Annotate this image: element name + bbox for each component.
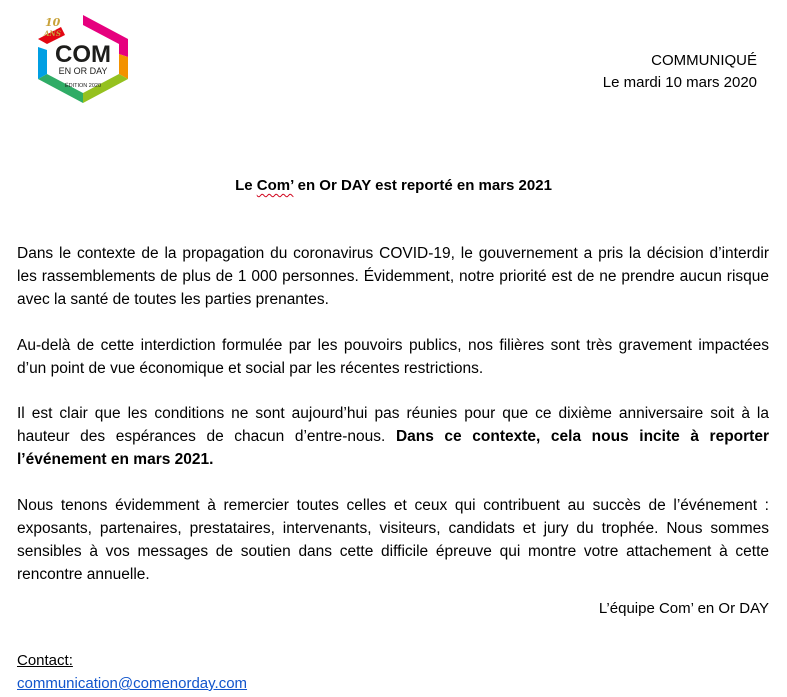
document-body xyxy=(17,242,769,608)
logo-main-text: COM xyxy=(55,41,111,68)
logo-sub-text: EN OR DAY xyxy=(58,66,108,76)
logo-anniversary-word: ANS xyxy=(44,29,61,38)
signature: L’équipe Com’ en Or DAY xyxy=(598,600,769,617)
paragraph-3-text: Il est clair que les conditions ne sont aujourd’hui pas réunies pour que ce dixième anniversaire soit à la hauteur des espérances de chacun d’entre-nous. xyxy=(17,405,769,446)
communique-date: Le mardi 10 mars 2020 xyxy=(602,74,757,91)
contact-label: Contact: xyxy=(17,652,73,669)
communique-label: COMMUNIQUÉ xyxy=(651,52,757,69)
paragraph-3-bold-text: Dans ce contexte, cela nous incite à reporter l’événement en mars 2021. xyxy=(17,428,769,469)
document-title xyxy=(0,177,787,194)
title-part-after: en Or DAY est reporté en mars 2021 xyxy=(293,177,552,194)
communique-header xyxy=(603,50,757,94)
logo-edition-text: ÉDITION 2020 xyxy=(64,83,102,89)
logo-ring-left xyxy=(38,47,47,79)
contact-block xyxy=(17,649,247,695)
title-part-before: Le xyxy=(235,177,257,194)
paragraph-1: Dans le contexte de la propagation du coronavirus COVID-19, le gouvernement a pris la décision d’interdir les rassemblements de plus de 1 000 personnes. Évidemment, notre priorité est de ne prendre aucun risque avec la santé de toutes les parties prenantes. xyxy=(17,245,769,309)
paragraph-4: Nous tenons évidemment à remercier toutes celles et ceux qui contribuent au succès de l’événement : exposants, partenaires, prestataires, intervenants, visiteurs, candidats et jury du trophée. Nous sommes sensibles à vos messages de soutien dans cette difficile épreuve qui montre votre attachement à cette rencontre annuelle. xyxy=(17,496,769,584)
logo-anniversary-number: 10 xyxy=(45,16,61,29)
com-en-or-day-logo xyxy=(31,12,135,106)
paragraph-2: Au-delà de cette interdiction formulée par les pouvoirs publics, nos filières sont très gravement impactées d’un point de vue économique et social par les récentes restrictions. xyxy=(17,336,769,377)
contact-email-link[interactable]: communication@comenorday.com xyxy=(17,675,248,692)
title-spellcheck-word: Com’ xyxy=(256,177,294,194)
paragraph-3 xyxy=(17,402,769,472)
